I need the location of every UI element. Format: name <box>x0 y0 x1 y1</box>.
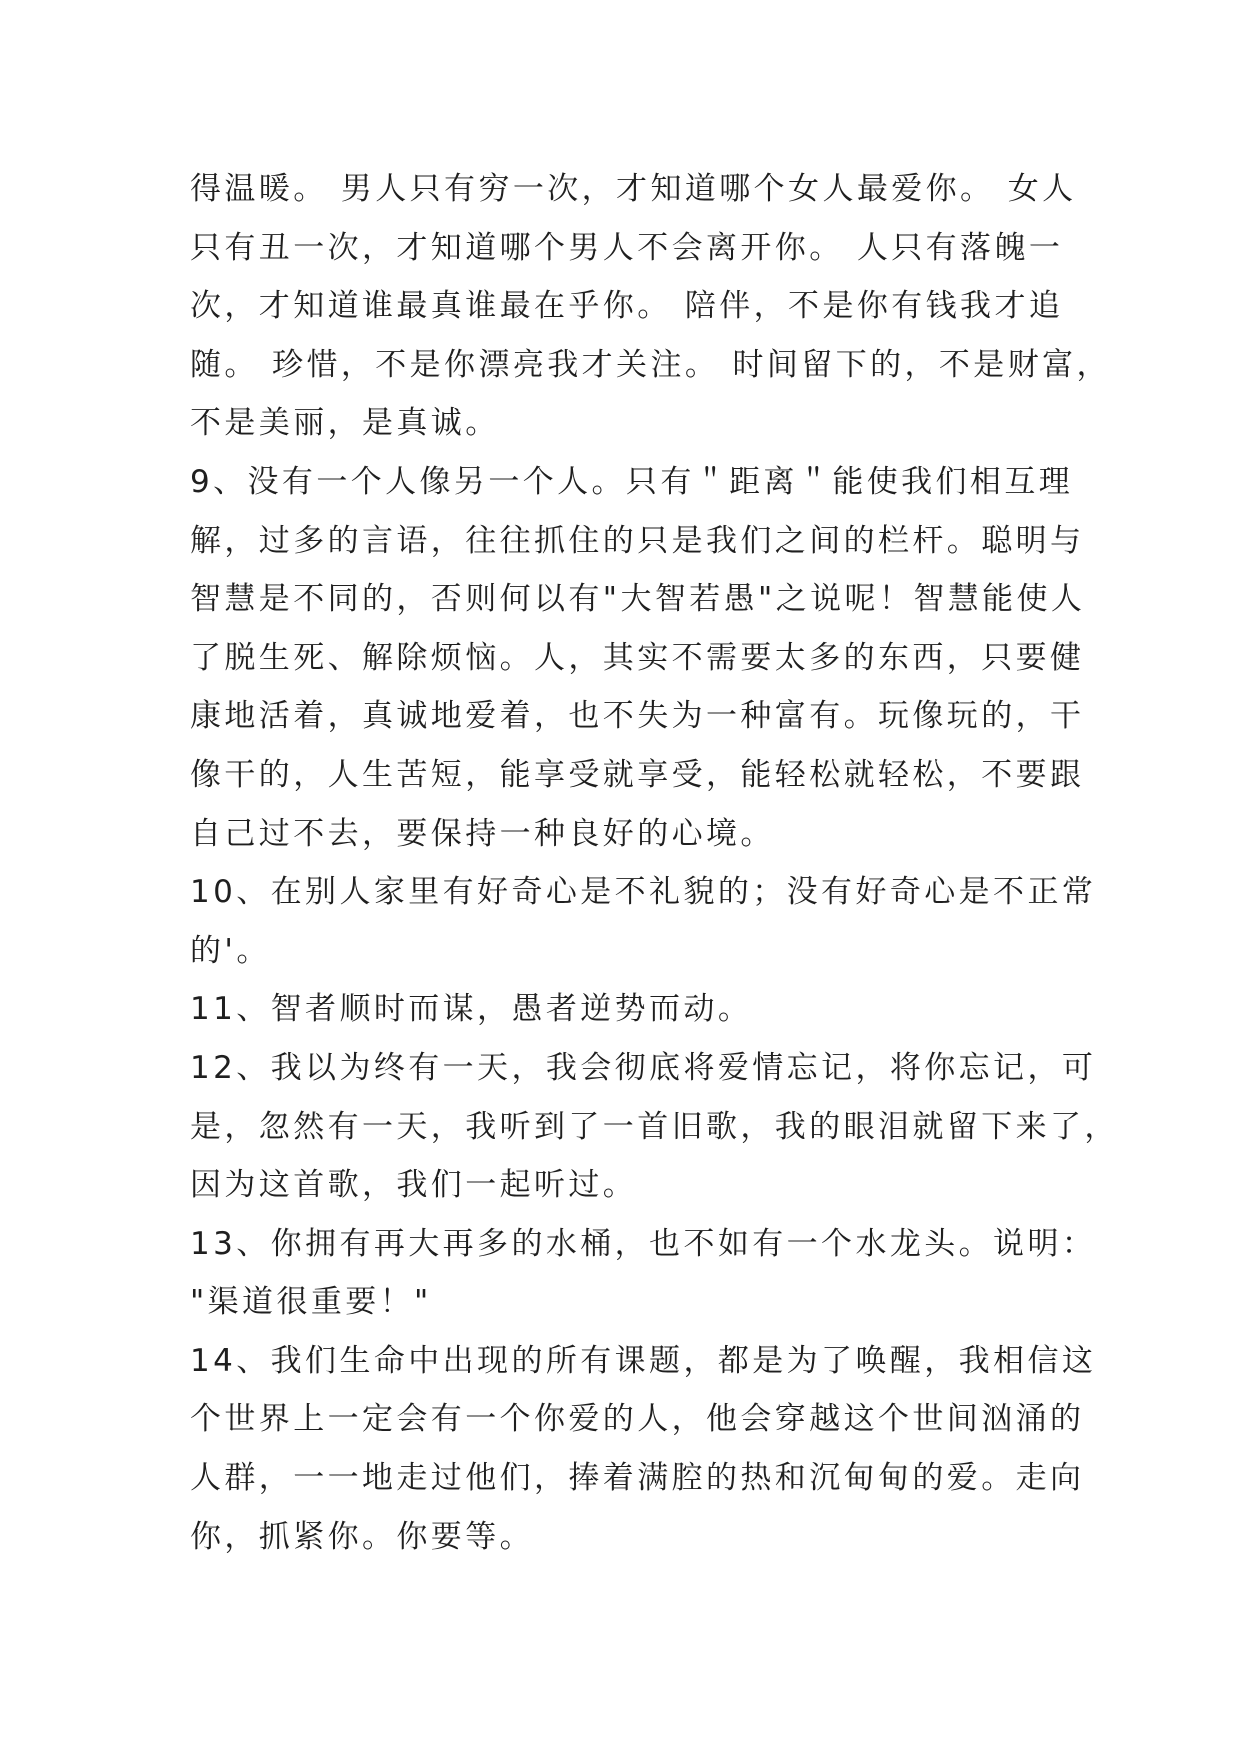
text-line: 11、智者顺时而谋，愚者逆势而动。 <box>190 991 753 1028</box>
text-line: 因为这首歌，我们一起听过。 <box>190 1167 638 1204</box>
text-line: 得温暖。 男人只有穷一次，才知道哪个女人最爱你。 女人 <box>190 171 1077 207</box>
body-text <box>190 160 1119 1566</box>
text-line: 个世界上一定会有一个你爱的人，他会穿越这个世间汹涌的 <box>190 1401 1085 1438</box>
text-line: "渠道很重要！" <box>190 1284 432 1321</box>
text-line: 随。 珍惜，不是你漂亮我才关注。 时间留下的，不是财富， <box>190 346 1111 383</box>
text-line: 康地活着，真诚地爱着，也不失为一种富有。玩像玩的，干 <box>190 698 1085 735</box>
text-line: 不是美丽，是真诚。 <box>190 405 500 442</box>
text-line: 10、在别人家里有好奇心是不礼貌的；没有好奇心是不正常 <box>190 874 1097 911</box>
text-line: 了脱生死、解除烦恼。人，其实不需要太多的东西，只要健 <box>190 639 1085 676</box>
text-line: 14、我们生命中出现的所有课题，都是为了唤醒，我相信这 <box>190 1342 1097 1379</box>
text-line: 9、没有一个人像另一个人。只有＂距离＂能使我们相互理 <box>190 463 1074 500</box>
text-line: 12、我以为终有一天，我会彻底将爱情忘记，将你忘记，可 <box>190 1049 1097 1086</box>
text-line: 次，才知道谁最真谁最在乎你。 陪伴，不是你有钱我才追 <box>190 288 1064 325</box>
text-line: 13、你拥有再大再多的水桶，也不如有一个水龙头。说明： <box>190 1225 1097 1262</box>
text-line: 你，抓紧你。你要等。 <box>190 1518 534 1555</box>
text-line: 的'。 <box>190 932 271 969</box>
text-line: 自己过不去，要保持一种良好的心境。 <box>190 815 775 852</box>
text-line: 像干的，人生苦短，能享受就享受，能轻松就轻松，不要跟 <box>190 756 1085 793</box>
text-line: 人群，一一地走过他们，捧着满腔的热和沉甸甸的爱。走向 <box>190 1460 1085 1497</box>
text-line: 解，过多的言语，往往抓住的只是我们之间的栏杆。聪明与 <box>190 522 1085 559</box>
text-line: 是，忽然有一天，我听到了一首旧歌，我的眼泪就留下来了， <box>190 1108 1119 1145</box>
text-line: 只有丑一次，才知道哪个男人不会离开你。 人只有落魄一 <box>190 229 1064 266</box>
text-line: 智慧是不同的，否则何以有"大智若愚"之说呢！智慧能使人 <box>190 581 1086 618</box>
